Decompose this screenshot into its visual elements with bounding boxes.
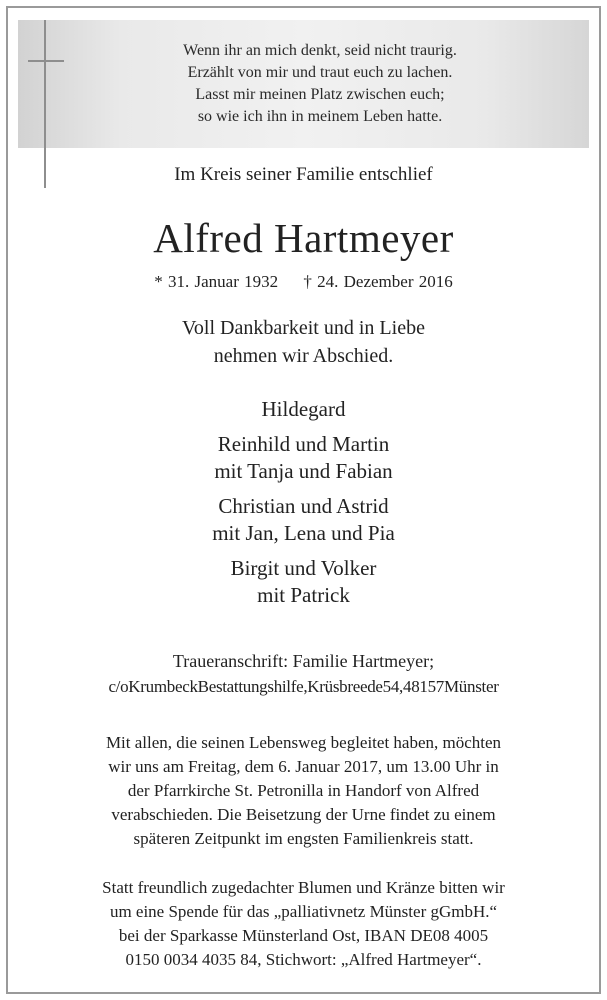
life-dates — [0, 272, 607, 292]
donation-line: bei der Sparkasse Münsterland Ost, IBAN DE08 4005 — [118, 926, 489, 945]
family-list — [0, 396, 607, 617]
donation-line: Statt freundlich zugedachter Blumen und Kränze bitten wir — [102, 878, 505, 897]
mourning-address — [0, 648, 607, 700]
donation-line: 0150 0034 4035 84, Stichwort: „Alfred Hartmeyer“. — [125, 950, 482, 969]
cross-icon-bar — [28, 60, 64, 62]
birth-date: * 31. Januar 1932 — [154, 272, 279, 291]
family-member: Reinhild und Martin — [217, 432, 390, 456]
ceremony-line: wir uns am Freitag, dem 6. Januar 2017, um 13.00 Uhr in — [108, 757, 499, 776]
family-group — [0, 493, 607, 547]
cross-icon — [44, 20, 46, 188]
family-group — [0, 431, 607, 485]
family-member: Hildegard — [261, 397, 346, 421]
address-line: Traueranschrift: Familie Hartmeyer; — [172, 651, 435, 671]
address-line: c/oKrumbeckBestattungshilfe,Krüsbreede54,48157Münster — [108, 677, 499, 696]
deceased-name: Alfred Hartmeyer — [153, 215, 454, 261]
death-date: † 24. Dezember 2016 — [303, 272, 453, 291]
poem — [60, 40, 580, 128]
donation-paragraph — [40, 876, 567, 972]
intro-text: Im Kreis seiner Familie entschlief — [174, 164, 433, 185]
family-member: mit Tanja und Fabian — [214, 459, 393, 483]
family-group — [0, 555, 607, 609]
poem-line: so wie ich ihn in meinem Leben hatte. — [197, 108, 443, 125]
poem-line: Erzählt von mir und traut euch zu lachen. — [187, 64, 453, 81]
family-member: mit Patrick — [257, 583, 350, 607]
farewell-line: Voll Dankbarkeit und in Liebe — [182, 317, 425, 339]
farewell-text — [0, 314, 607, 370]
donation-line: um eine Spende für das „palliativnetz Münster gGmbH.“ — [109, 902, 498, 921]
poem-line: Wenn ihr an mich denkt, seid nicht traurig. — [183, 42, 457, 59]
ceremony-paragraph — [40, 731, 567, 851]
family-member: mit Jan, Lena und Pia — [212, 521, 395, 545]
poem-line: Lasst mir meinen Platz zwischen euch; — [195, 86, 445, 103]
family-member: Birgit und Volker — [230, 556, 377, 580]
farewell-line: nehmen wir Abschied. — [213, 345, 394, 367]
ceremony-line: verabschieden. Die Beisetzung der Urne findet zu einem — [111, 805, 496, 824]
family-member: Christian und Astrid — [218, 494, 389, 518]
family-group — [0, 396, 607, 423]
ceremony-line: der Pfarrkirche St. Petronilla in Handorf von Alfred — [127, 781, 480, 800]
ceremony-line: Mit allen, die seinen Lebensweg begleitet haben, möchten — [105, 733, 502, 752]
ceremony-line: späteren Zeitpunkt im engsten Familienkreis statt. — [133, 829, 474, 848]
